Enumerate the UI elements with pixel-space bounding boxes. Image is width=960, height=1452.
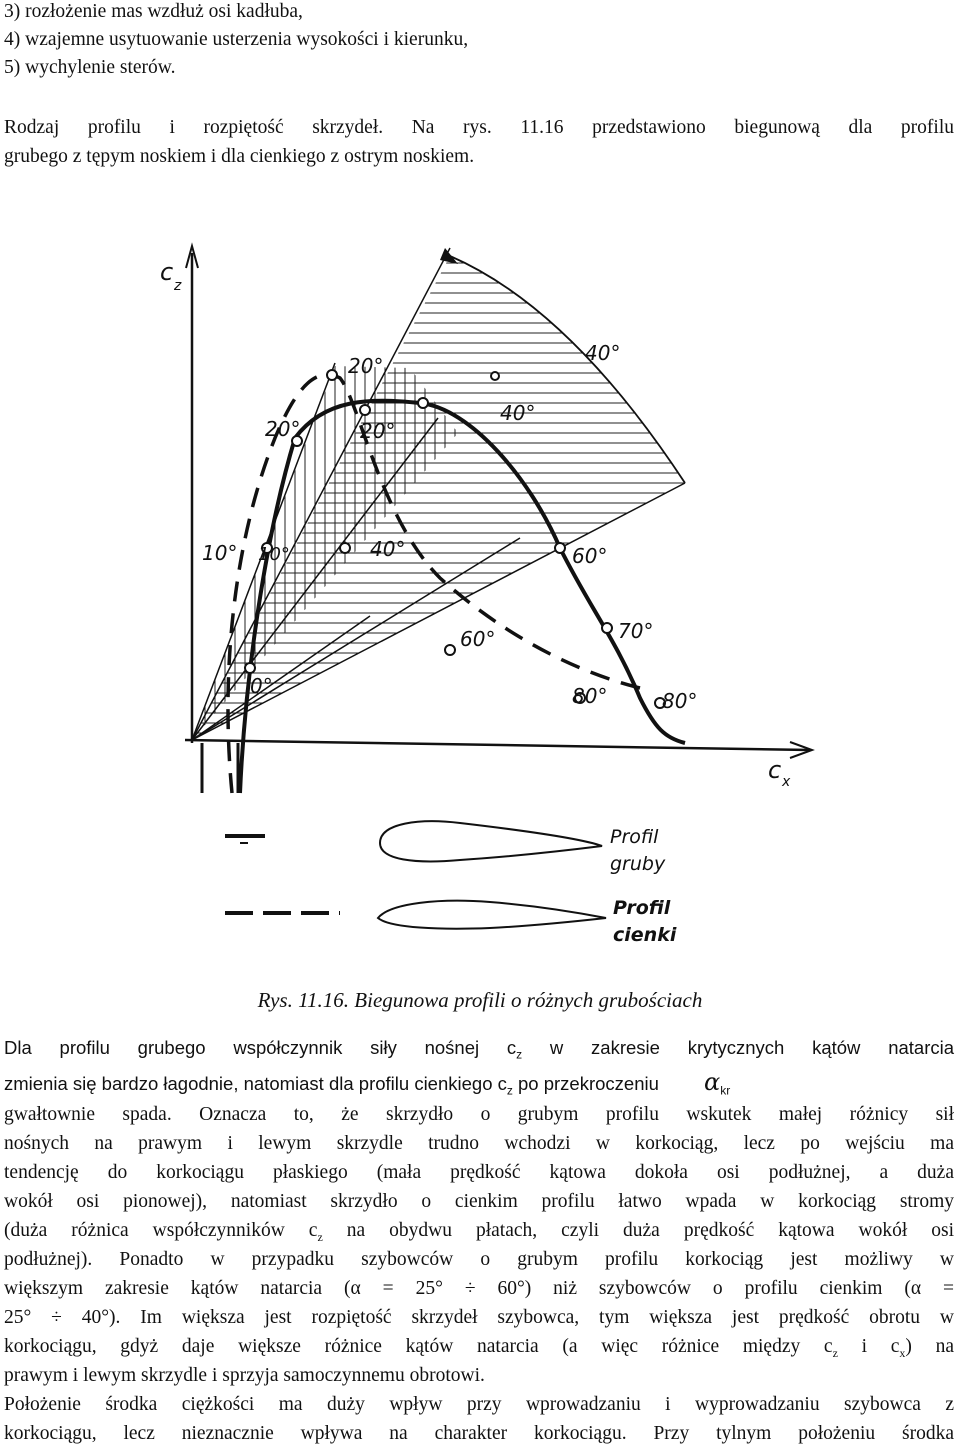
marker-thin-40 bbox=[340, 543, 350, 553]
p2-line-3: tendencję do korkociągu płaskiego (mała prędkość kątowa dokoła osi podłużnej, a duża bbox=[4, 1162, 954, 1183]
legend-thick bbox=[225, 821, 666, 875]
legend-thick-label-1: Profil bbox=[610, 826, 659, 848]
p2-line-10: prawym i lewym skrzydle i sprzyja samoczynnemu obrotowi. bbox=[4, 1365, 485, 1386]
list-item-4: 4) wzajemne usytuowanie usterzenia wysokości i kierunku, bbox=[4, 29, 469, 50]
p2-line-2: nośnych na prawym i lewym skrzydle trudno wchodzi w korkociąg, lecz po wejściu ma bbox=[4, 1133, 954, 1154]
label-thick-20a: 20° bbox=[348, 354, 384, 378]
p2-line-9: korkociągu, gdyż daje większe różnice kątów natarcia (a więc różnice między $c_z$ i $c_x$) na bbox=[4, 1336, 955, 1360]
x-axis-label-sub: x bbox=[782, 774, 791, 790]
thick-airfoil-icon bbox=[380, 821, 602, 861]
marker-thick-peak bbox=[418, 398, 428, 408]
p2-line-7: większym zakresie kątów natarcia (α = 25° ÷ 60°) niż szybowców o profilu cienkim (α = bbox=[4, 1278, 954, 1299]
marker-thick-70 bbox=[602, 623, 612, 633]
legend-thin-label-2: cienki bbox=[613, 924, 677, 946]
y-axis-label: c bbox=[160, 258, 174, 286]
caption-text: Biegunowa profili o różnych grubościach bbox=[354, 988, 703, 1012]
list-item-3: 3) rozłożenie mas wzdłuż osi kadłuba, bbox=[4, 1, 303, 22]
p2-line-5: (duża różnica współczynników $c_z$ na obydwu płatach, czyli duża prędkość kątowa wokół osi bbox=[4, 1220, 955, 1244]
marker-thick-60 bbox=[555, 543, 565, 553]
p2-line-6: podłużnej). Ponadto w przypadku szybowców o grubym profilu korkociąg jest możliwy w bbox=[4, 1249, 954, 1270]
label-thick-40: 40° bbox=[370, 537, 406, 561]
polar-figure bbox=[140, 238, 830, 958]
label-thick-70: 70° bbox=[618, 619, 654, 643]
list-item-5: 5) wychylenie sterów. bbox=[4, 57, 176, 78]
label-thin-80: 80° bbox=[572, 684, 608, 708]
label-thick-20b: 20° bbox=[265, 417, 301, 441]
x-axis-label: c bbox=[768, 756, 782, 784]
marker-thin-20 bbox=[327, 370, 337, 380]
marker-thin-20b bbox=[360, 405, 370, 415]
x-axis bbox=[185, 740, 810, 750]
p2-line-1: gwałtownie spada. Oznacza to, że skrzydło o grubym profilu wskutek małej różnicy sił bbox=[4, 1104, 954, 1125]
p2-line-4: wokół osi pionowej), natomiast skrzydło o cienkim profilu łatwo wpada w korkociąg stromy bbox=[4, 1191, 954, 1212]
marker-thick-0 bbox=[245, 663, 255, 673]
legend-thin bbox=[225, 897, 677, 946]
label-thin-40a: 40° bbox=[585, 341, 621, 365]
p3-line-1: Położenie środka ciężkości ma duży wpływ przy wprowadzaniu i wyprowadzaniu szybowca z bbox=[4, 1394, 954, 1415]
marker-thin-40b bbox=[491, 372, 499, 380]
label-thin-20: 20° bbox=[360, 419, 396, 443]
y-axis-label-sub: z bbox=[174, 278, 182, 294]
caption-prefix: Rys. 11.16. bbox=[257, 988, 350, 1012]
p1-line-1: Dla profilu grubego współczynnik siły nośnej $c_z$ w zakresie krytycznych kątów natarcia bbox=[4, 1037, 955, 1062]
p1-line-2: zmienia się bardzo łagodnie, natomiast dla profilu cienkiego $c_z$ po przekroczeniu $\alpha_{kr}$ bbox=[4, 1068, 731, 1098]
legend-thin-label-1: Profil bbox=[613, 897, 671, 919]
label-thick-60: 60° bbox=[572, 544, 608, 568]
intro-line-2: grubego z tępym noskiem i dla cienkiego z ostrym noskiem. bbox=[4, 146, 475, 167]
label-thin-60: 60° bbox=[460, 627, 496, 651]
figure-caption bbox=[0, 988, 960, 1013]
label-thick-10a: 10° bbox=[202, 541, 238, 565]
legend-thick-label-2: gruby bbox=[610, 853, 666, 875]
label-thick-0: 0° bbox=[250, 674, 273, 698]
marker-thin-60 bbox=[445, 645, 455, 655]
intro-line-1: Rodzaj profilu i rozpiętość skrzydeł. Na rys. 11.16 przedstawiono biegunową dla profilu bbox=[4, 117, 954, 138]
hatch-region-thick bbox=[192, 256, 685, 740]
label-thick-80: 80° bbox=[662, 689, 698, 713]
thin-airfoil-icon bbox=[378, 901, 606, 929]
p3-line-2: korkociągu, lecz nieznacznie wpływa na charakter korkociągu. Przy tylnym położeniu środka bbox=[4, 1423, 954, 1444]
label-thick-10b: 10° bbox=[258, 544, 290, 565]
label-thin-40b: 40° bbox=[500, 401, 536, 425]
p2-line-8: 25° ÷ 40°). Im większa jest rozpiętość skrzydeł szybowca, tym większa jest prędkość obrotu w bbox=[4, 1307, 954, 1328]
